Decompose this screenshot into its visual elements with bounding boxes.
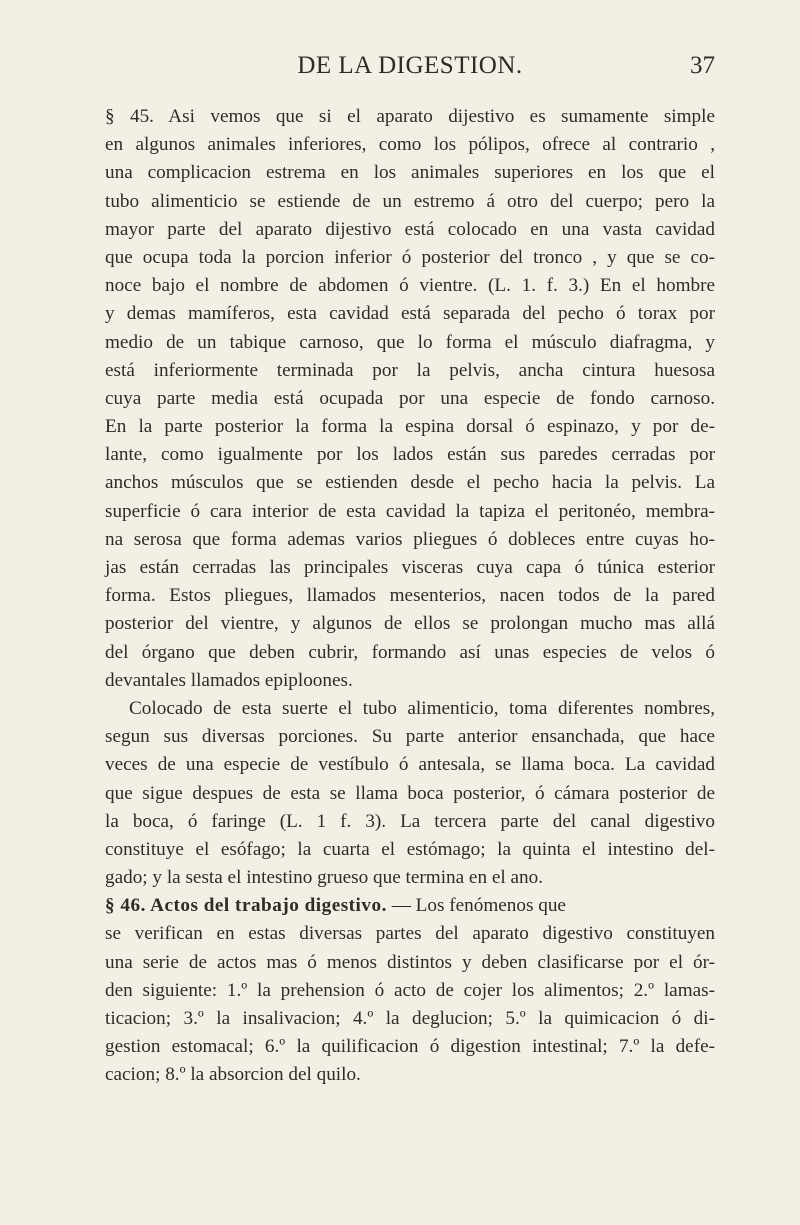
text-line: anchos músculos que se estienden desde el pecho hacia la pelvis. La: [105, 472, 715, 494]
section-heading-line: [105, 892, 715, 920]
text-line: medio de un tabique carnoso, que lo forma el músculo diafragma, y: [105, 331, 715, 353]
text-line: forma. Estos pliegues, llamados mesenterios, nacen todos de la pared: [105, 585, 715, 607]
text-fragment: — Los fenómenos que: [386, 895, 566, 917]
text-line: posterior del vientre, y algunos de ellos se prolongan mucho mas allá: [105, 613, 715, 635]
text-line: la boca, ó faringe (L. 1 f. 3). La tercera parte del canal digestivo: [105, 810, 715, 832]
text-line: lante, como igualmente por los lados están sus paredes cerradas por: [105, 444, 715, 466]
text-line: constituye el esófago; la cuarta el estómago; la quinta el intestino del-: [105, 838, 715, 860]
text-line: gado; y la sesta el intestino grueso que termina en el ano.: [105, 867, 543, 889]
text-line: y demas mamíferos, esta cavidad está separada del pecho ó torax por: [105, 303, 715, 325]
text-line: cacion; 8.º la absorcion del quilo.: [105, 1064, 361, 1086]
page-header: [105, 52, 715, 92]
text-line: se verifican en estas diversas partes del aparato digestivo constituyen: [105, 923, 715, 945]
section-heading: § 46. Actos del trabajo digestivo.: [105, 895, 387, 917]
text-line: na serosa que forma ademas varios pliegues ó dobleces entre cuyas ho-: [105, 528, 715, 550]
page-number: 37: [690, 52, 715, 79]
text-line: una serie de actos mas ó menos distintos y deben clasificarse por el ór-: [105, 951, 715, 973]
text-line: que ocupa toda la porcion inferior ó posterior del tronco , y que se co-: [105, 246, 715, 268]
text-line: En la parte posterior la forma la espina dorsal ó espinazo, y por de-: [105, 416, 715, 438]
text-line: del órgano que deben cubrir, formando así unas especies de velos ó: [105, 641, 715, 663]
text-line: den siguiente: 1.º la prehension ó acto de cojer los alimentos; 2.º lamas-: [105, 979, 715, 1001]
text-line: § 45. Asi vemos que si el aparato dijestivo es sumamente simple: [105, 106, 715, 127]
text-line: veces de una especie de vestíbulo ó antesala, se llama boca. La cavidad: [105, 754, 715, 776]
running-title: DE LA DIGESTION.: [297, 52, 523, 79]
text-line: está inferiormente terminada por la pelvis, ancha cintura huesosa: [105, 359, 715, 381]
text-line: cuya parte media está ocupada por una especie de fondo carnoso.: [105, 387, 715, 409]
text-line: en algunos animales inferiores, como los pólipos, ofrece al contrario ,: [105, 134, 715, 156]
text-line: segun sus diversas porciones. Su parte anterior ensanchada, que hace: [105, 726, 715, 748]
text-line: devantales llamados epiploones.: [105, 669, 353, 691]
text-line: mayor parte del aparato dijestivo está colocado en una vasta cavidad: [105, 218, 715, 240]
text-line: tubo alimenticio se estiende de un estremo á otro del cuerpo; pero la: [105, 190, 715, 212]
body-text: [105, 103, 715, 1090]
text-line: superficie ó cara interior de esta cavidad la tapiza el peritonéo, membra-: [105, 500, 715, 522]
text-line: gestion estomacal; 6.º la quilificacion ó digestion intestinal; 7.º la defe-: [105, 1036, 715, 1058]
text-line: noce bajo el nombre de abdomen ó vientre. (L. 1. f. 3.) En el hombre: [105, 275, 715, 297]
text-line: ticacion; 3.º la insalivacion; 4.º la deglucion; 5.º la quimicacion ó di-: [105, 1008, 715, 1029]
text-line: jas están cerradas las principales visceras cuya capa ó túnica esterior: [105, 557, 715, 578]
text-line: una complicacion estrema en los animales superiores en los que el: [105, 162, 715, 184]
text-line: Colocado de esta suerte el tubo alimenticio, toma diferentes nombres,: [129, 697, 715, 719]
text-line: que sigue despues de esta se llama boca posterior, ó cámara posterior de: [105, 782, 715, 804]
